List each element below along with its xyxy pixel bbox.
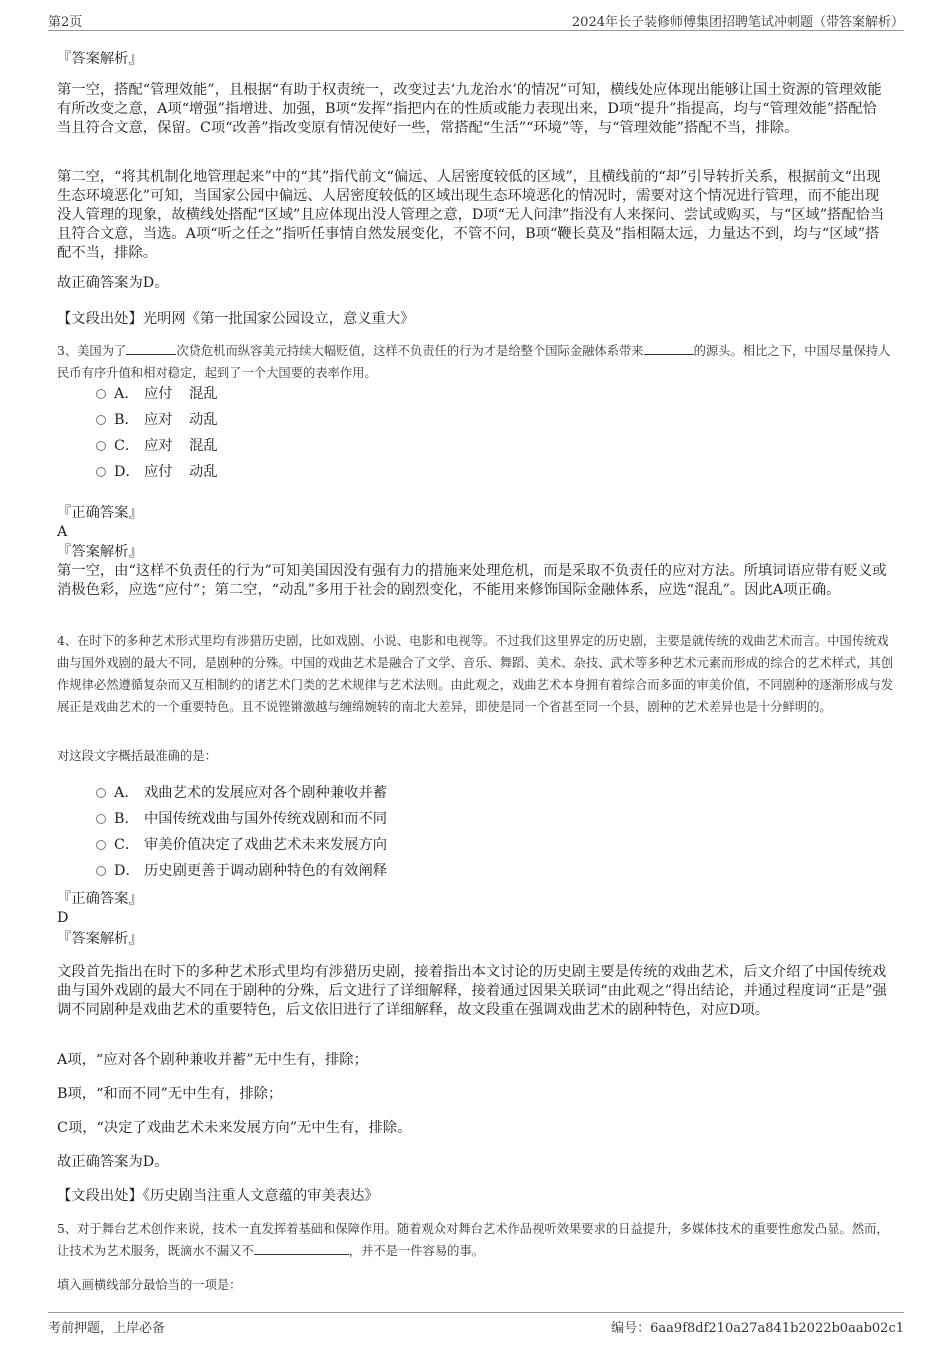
q4-option-b[interactable]: B． 中国传统戏曲与国外传统戏剧和而不同 [96,810,387,829]
q4-source: 【文段出处】《历史剧当注重人文意蕴的审美表达》 [57,1188,379,1204]
radio-icon[interactable] [96,415,106,425]
q3-option-b[interactable]: B． 应对 动乱 [96,411,218,430]
radio-icon[interactable] [96,441,106,451]
q3-option-c[interactable]: C． 应对 混乱 [96,437,218,456]
q4-stem: 4、在时下的多种艺术形式里均有涉猎历史剧，比如戏剧、小说、电影和电视等。不过我们这里界定的历史剧，主要是就传统的戏曲艺术而言。中国传统戏曲与国外戏剧的最大不同，是剧种的分殊。中国的戏曲艺术是融合了文学、音乐、舞蹈、美术、杂技、武术等多种艺术元素而形成的综合的艺术样式，其创作规律必然遵循复杂而又互相制约的诸艺术门类的艺术规律与艺术法则。由此观之，戏曲艺术本身拥有着综合而多面的审美价值，不同剧种的逐渐形成与发展正是戏曲艺术的一个重要特色。且不说铿锵激越与缠绵婉转的南北大差异，即使是同一个省甚至同一个县，剧种的艺术差异也是十分鲜明的。 [57,634,894,714]
radio-icon[interactable] [96,866,106,876]
q3-analysis: 第一空，由“这样不负责任的行为”可知美国因没有强有力的措施来处理危机，而是采取不负责任的应对方法。所填词语应带有贬义或消极色彩，应选“应付”；第二空，“动乱”多用于社会的剧烈变化，不能用来修饰国际金融体系，应选“混乱”。因此A项正确。 [57,563,887,598]
q5-prompt: 填入画横线部分最恰当的一项是： [57,1278,242,1292]
radio-icon[interactable] [96,389,106,399]
q2-source: 【文段出处】光明网《第一批国家公园设立，意义重大》 [57,311,415,327]
q2-conclusion: 故正确答案为D。 [57,275,169,291]
q3-option-d[interactable]: D． 应付 动乱 [96,463,218,482]
q4-analysis: 文段首先指出在时下的多种艺术形式里均有涉猎历史剧，接着指出本文讨论的历史剧主要是传统的戏曲艺术，后文介绍了中国传统戏曲与国外戏剧的最大不同在于剧种的分殊，后文进行了详细解释，接着通过因果关联词“由此观之”得出结论，并通过程度词“正是”强调不同剧种是戏曲艺术的重要特色，后文依旧进行了详细解释，故文段重在强调戏曲艺术的剧种特色，对应D项。 [57,964,887,1018]
q4-option-c[interactable]: C． 审美价值决定了戏曲艺术未来发展方向 [96,836,387,855]
q3-analysis-heading: 『答案解析』 [57,544,143,560]
q2-analysis-para1: 第一空，搭配“管理效能”，且根据“有助于权责统一，改变过去‘九龙治水’的情况”可知，横线处应体现出能够让国土资源的管理效能有所改变之意，A项“增强”指增进、加强，B项“发挥”指把内在的性质或能力表现出来，D项“提升”指提高，均与“管理效能”搭配恰当且符合文意，保留。C项“改善”指改变原有情况使好一些，常搭配“生活”“环境”等，与“管理效能”搭配不当，排除。 [57,82,882,136]
footer-code: 编号：6aa9f8df210a27a841b2022b0aab02c1 [611,1321,904,1336]
page-footer [48,1312,904,1335]
q3-answer: A [57,524,68,540]
q3-answer-heading: 『正确答案』 [57,505,143,521]
q2-analysis-para2: 第二空，“将其机制化地管理起来”中的“其”指代前文“偏远、人居密度较低的区域”，且横线前的“却”引导转折关系，根据前文“出现生态环境恶化”可知，当国家公园中偏远、人居密度较低的区域出现生态环境恶化的情况时，需要对这个情况进行管理，而不能出现没人管理的现象，故横线处搭配“区域”且应体现出没人管理之意，D项“无人问津”指没有人来探问、尝试或购买，与“区域”搭配恰当且符合文意，当选。A项“听之任之”指听任事情自然发展变化，不管不问，B项“鞭长莫及”指相隔太远，力量达不到，均与“区域”搭配不当，排除。 [57,169,885,261]
radio-icon[interactable] [96,788,106,798]
q4-rule-b: B项，“和而不同”无中生有，排除； [57,1086,283,1102]
q2-analysis-heading: 『答案解析』 [57,51,143,67]
q4-rule-c: C项，“决定了戏曲艺术未来发展方向”无中生有，排除。 [57,1120,412,1136]
q3-stem: 3、美国为了 次贷危机而纵容美元持续大幅贬值，这样不负责任的行为才是给整个国际金融体系带来 的源头。相比之下，中国尽量保持人民币有序升值和相对稳定，起到了一个大国要的表率作用。 [57,344,891,380]
radio-icon[interactable] [96,840,106,850]
q3-option-a[interactable]: A． 应付 混乱 [96,385,218,404]
q5-stem: 5、对于舞台艺术创作来说，技术一直发挥着基础和保障作用。随着观众对舞台艺术作品视听效果要求的日益提升，多媒体技术的重要性愈发凸显。然而，让技术为艺术服务，既滴水不漏又不 ，并不是一件容易的事。 [57,1222,889,1258]
radio-icon[interactable] [96,467,106,477]
q4-conclusion: 故正确答案为D。 [57,1154,169,1170]
q4-analysis-heading: 『答案解析』 [57,931,143,947]
q4-answer: D [57,910,69,926]
q4-answer-heading: 『正确答案』 [57,891,143,907]
q4-rule-a: A项，“应对各个剧种兼收并蓄”无中生有，排除； [57,1052,368,1068]
radio-icon[interactable] [96,814,106,824]
q4-option-d[interactable]: D． 历史剧更善于调动剧种特色的有效阐释 [96,862,387,881]
footer-slogan: 考前押题，上岸必备 [48,1321,166,1336]
q4-prompt: 对这段文字概括最准确的是： [57,749,217,763]
document-title: 2024年长子装修师傅集团招聘笔试冲刺题（带答案解析） [571,15,904,30]
q4-option-a[interactable]: A． 戏曲艺术的发展应对各个剧种兼收并蓄 [96,784,387,803]
page-header [48,8,904,31]
page-number: 第2页 [48,15,83,30]
